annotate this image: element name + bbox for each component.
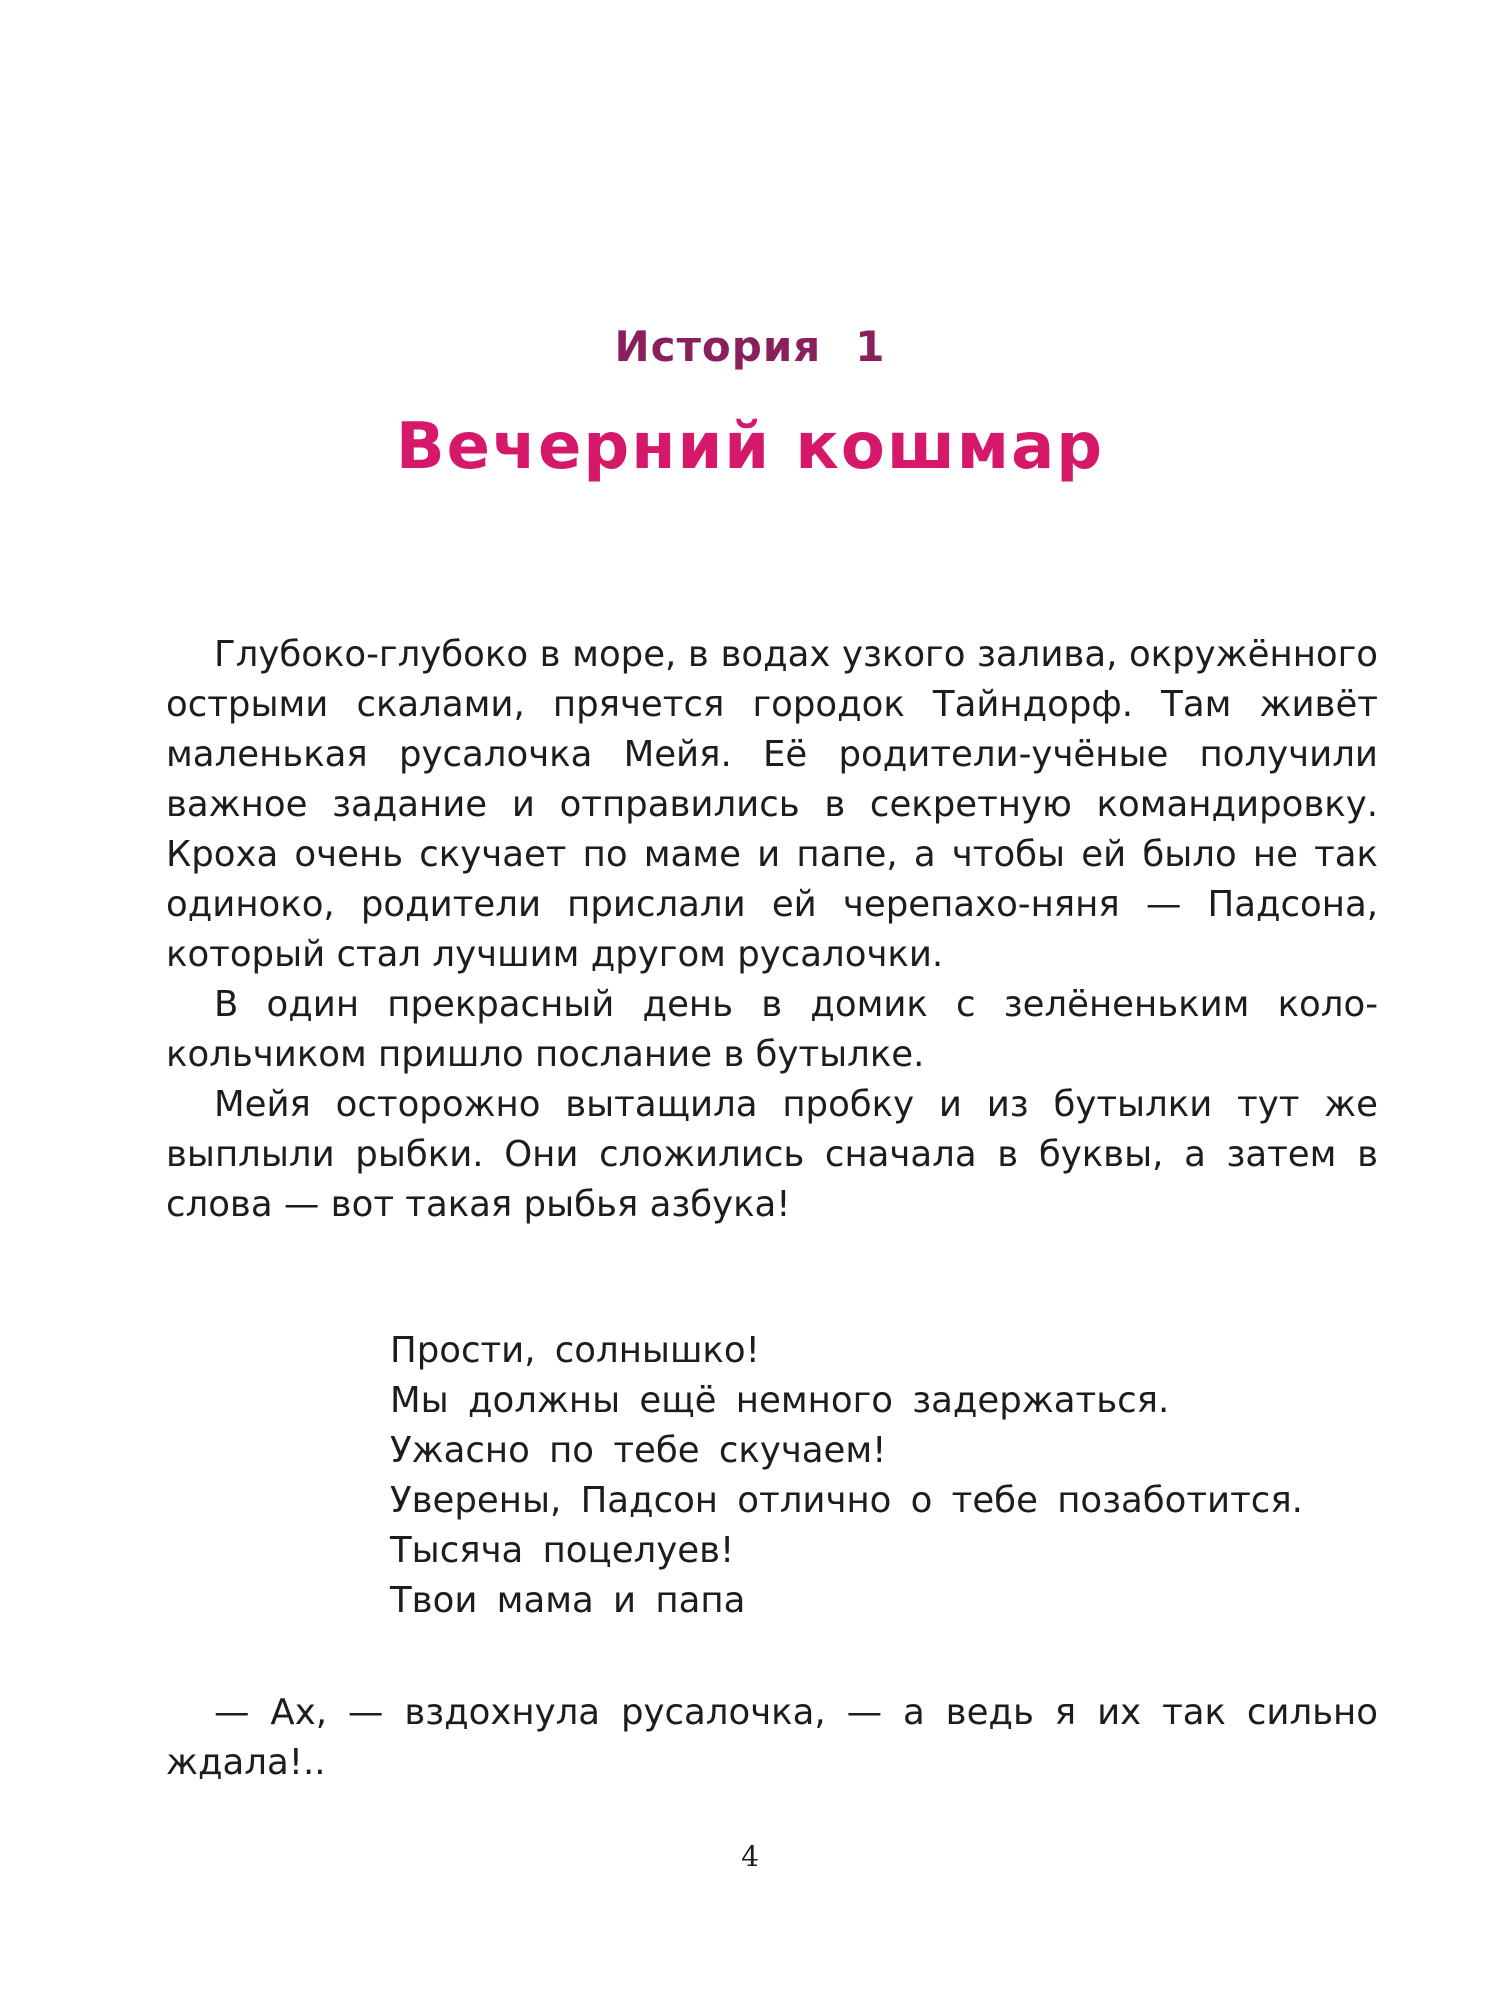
story-title: Вечерний кошмар <box>395 410 1105 484</box>
letter-line: Тысяча поцелуев! <box>390 1530 735 1571</box>
paragraph: — Ах, — вздохнула русалочка, — а ведь я их так сильно ждала!.. <box>166 1692 1378 1783</box>
paragraph: Глубоко-глубоко в море, в водах узкого залива, окружённого острыми скалами, прячется городок Тайндорф. Там живёт маленькая русалочка Мейя. Её родители-учёные получили важное задание и отправились в секретную командировку. Кроха очень скучает по маме и папе, а чтобы ей было не так одиноко, родители прислали ей черепахо-няня — Падсона, который стал лучшим другом русалочки. <box>166 634 1378 975</box>
paragraph: В один прекрасный день в домик с зелёненьким колокольчиком пришло послание в бутылке. <box>166 984 1378 1075</box>
letter-line: Твои мама и папа <box>390 1580 746 1621</box>
closing-paragraph <box>166 1688 1378 1788</box>
paragraph: Мейя осторожно вытащила пробку и из бутылки тут же выплыли рыбки. Они сложились сначала в буквы, а затем в слова — вот такая рыбья азбука! <box>166 1084 1378 1225</box>
page-number: 4 <box>741 1840 759 1873</box>
letter-line: Уверены, Падсон отлично о тебе позаботится. <box>390 1480 1303 1521</box>
story-label <box>0 322 1500 371</box>
letter-line: Ужасно по тебе скучаем! <box>390 1430 887 1471</box>
letter-line: Мы должны ещё немного задержаться. <box>390 1380 1170 1421</box>
story-number: 1 <box>855 322 886 371</box>
story-label-word: История <box>614 322 822 371</box>
letter-line: Прости, солнышко! <box>390 1330 760 1371</box>
letter-message <box>390 1326 1350 1626</box>
story-body <box>166 630 1378 1230</box>
